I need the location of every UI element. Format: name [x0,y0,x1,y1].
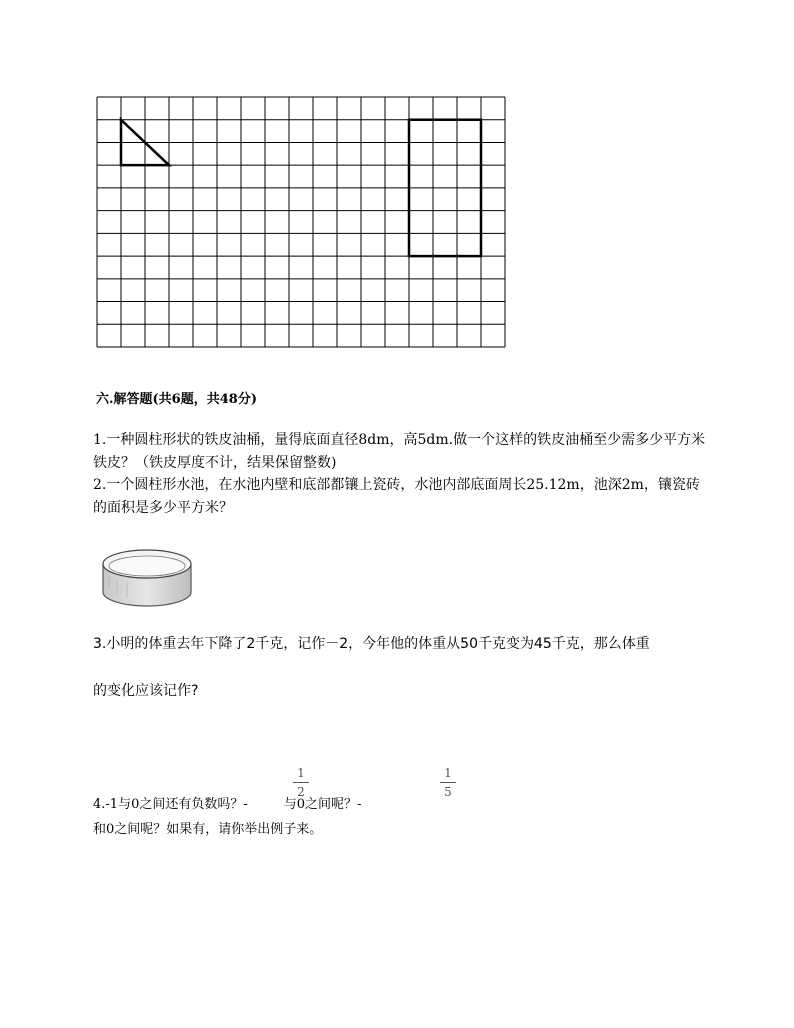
question-3-line-2: 的变化应该记作? [93,683,199,699]
question-4 [93,793,713,816]
section-title: 六.解答题(共6题，共48分) [96,392,257,407]
fraction-denominator: 5 [444,785,452,799]
grid-figure [96,96,506,348]
question-3: 3.小明的体重去年下降了2千克，记作－2，今年他的体重从50千克变为45千克，那么体重 [93,636,650,652]
question-2: 2.一个圆柱形水池，在水池内壁和底部都镶上瓷砖，水池内部底面周长25.12m，池深2m，镶瓷砖的面积是多少平方米？ [93,477,700,516]
fraction-numerator: 1 [297,766,305,780]
question-4-part-1: 4.-1与0之间还有负数吗？- [93,797,248,812]
question-4-line-2: 和0之间呢？如果有，请你举出例子来。 [93,822,323,837]
question-4-part-2: 与0之间呢？- [283,797,362,812]
fraction-denominator: 2 [297,785,305,799]
question-1: 1.一种圆柱形状的铁皮油桶，量得底面直径8dm，高5dm.做一个这样的铁皮油桶至少需多少平方米铁皮？（铁皮厚度不计，结果保留整数) [93,432,706,471]
ring-cylinder-illustration [97,530,197,618]
grid-svg [96,96,506,348]
fraction-numerator: 1 [444,766,452,780]
